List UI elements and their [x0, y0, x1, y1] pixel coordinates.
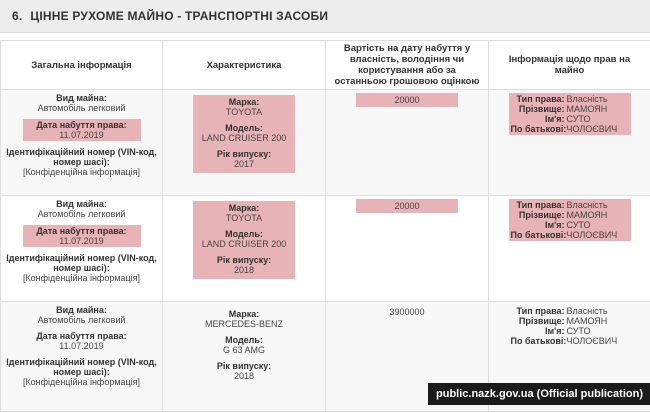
- characteristics-highlight: [193, 201, 295, 279]
- vin-label: Ідентифікаційний номер (VIN-код, номер шасі):: [5, 357, 158, 377]
- name-label: Ім'я:: [511, 326, 567, 336]
- date-label: Дата набуття права:: [5, 331, 158, 341]
- characteristics-cell: [163, 302, 326, 412]
- brand-value: TOYOTA: [193, 213, 295, 223]
- watermark-badge: public.nazk.gov.ua (Official publication): [428, 383, 650, 405]
- type-value: Автомобіль легковий: [5, 315, 158, 325]
- header-general-info: Загальна інформація: [1, 41, 163, 90]
- vehicles-table: [0, 40, 650, 412]
- header-rights-info: Інформація щодо прав на майно: [489, 41, 650, 90]
- patronymic-value: ЧОЛОЄВИЧ: [567, 124, 618, 134]
- name-value: СУТО: [567, 114, 591, 124]
- type-value: Автомобіль легковий: [5, 103, 158, 113]
- model-value: G 63 AMG: [193, 345, 295, 355]
- value-cell: [326, 196, 489, 302]
- value-amount: 3900000: [356, 305, 458, 319]
- section-number: 6.: [12, 9, 22, 23]
- rights-highlight: [509, 199, 631, 241]
- rights-cell: [489, 196, 650, 302]
- surname-label: Прізвище:: [511, 210, 567, 220]
- model-value: LAND CRUISER 200: [193, 239, 295, 249]
- characteristics-cell: [163, 196, 326, 302]
- type-value: Автомобіль легковий: [5, 209, 158, 219]
- patronymic-label: По батькові:: [511, 230, 567, 240]
- type-label: Вид майна:: [5, 93, 158, 103]
- right-type-value: Власність: [567, 306, 608, 316]
- general-info-cell: [1, 90, 163, 196]
- year-value: 2018: [193, 371, 295, 381]
- name-label: Ім'я:: [511, 114, 567, 124]
- brand-label: Марка:: [193, 203, 295, 213]
- general-info-cell: [1, 302, 163, 412]
- vin-label: Ідентифікаційний номер (VIN-код, номер шасі):: [5, 147, 158, 167]
- brand-value: TOYOTA: [193, 107, 295, 117]
- vin-value: [Конфіденційна інформація]: [5, 167, 158, 177]
- right-type-label: Тип права:: [511, 94, 567, 104]
- characteristics-cell: [163, 90, 326, 196]
- right-type-label: Тип права:: [511, 200, 567, 210]
- vin-label: Ідентифікаційний номер (VIN-код, номер шасі):: [5, 253, 158, 273]
- brand-label: Марка:: [193, 97, 295, 107]
- model-label: Модель:: [193, 335, 295, 345]
- year-value: 2018: [193, 265, 295, 275]
- rights-block: [509, 305, 631, 347]
- date-value: 11.07.2019: [23, 236, 141, 246]
- table-row: [1, 90, 650, 196]
- vin-value: [Конфіденційна інформація]: [5, 377, 158, 387]
- rights-cell: [489, 90, 650, 196]
- year-label: Рік випуску:: [193, 149, 295, 159]
- brand-value: MERCEDES-BENZ: [193, 319, 295, 329]
- name-value: СУТО: [567, 220, 591, 230]
- name-value: СУТО: [567, 326, 591, 336]
- section-title: ЦІННЕ РУХОМЕ МАЙНО - ТРАНСПОРТНІ ЗАСОБИ: [30, 9, 328, 23]
- model-label: Модель:: [193, 229, 295, 239]
- rights-highlight: [509, 93, 631, 135]
- patronymic-value: ЧОЛОЄВИЧ: [567, 336, 618, 346]
- table-header-row: [1, 41, 650, 90]
- type-label: Вид майна:: [5, 305, 158, 315]
- year-value: 2017: [193, 159, 295, 169]
- patronymic-label: По батькові:: [511, 124, 567, 134]
- table-row: [1, 196, 650, 302]
- right-type-value: Власність: [567, 94, 608, 104]
- year-label: Рік випуску:: [193, 255, 295, 265]
- date-label: Дата набуття права:: [23, 120, 141, 130]
- surname-value: МАМОЯН: [567, 316, 608, 326]
- vin-value: [Конфіденційна інформація]: [5, 273, 158, 283]
- type-label: Вид майна:: [5, 199, 158, 209]
- header-characteristics: Характеристика: [163, 41, 326, 90]
- year-label: Рік випуску:: [193, 361, 295, 371]
- brand-label: Марка:: [193, 309, 295, 319]
- patronymic-label: По батькові:: [511, 336, 567, 346]
- model-label: Модель:: [193, 123, 295, 133]
- surname-label: Прізвище:: [511, 104, 567, 114]
- general-info-cell: [1, 196, 163, 302]
- value-cell: [326, 90, 489, 196]
- model-value: LAND CRUISER 200: [193, 133, 295, 143]
- characteristics-block: [193, 307, 295, 385]
- surname-value: МАМОЯН: [567, 104, 608, 114]
- date-highlight: [23, 119, 141, 141]
- surname-value: МАМОЯН: [567, 210, 608, 220]
- header-value: Вартість на дату набуття у власність, володіння чи користування або за останньою грошовою оцінкою: [326, 41, 489, 90]
- name-label: Ім'я:: [511, 220, 567, 230]
- value-amount: 20000: [356, 93, 458, 107]
- right-type-label: Тип права:: [511, 306, 567, 316]
- surname-label: Прізвище:: [511, 316, 567, 326]
- date-highlight: [23, 225, 141, 247]
- date-value: 11.07.2019: [23, 130, 141, 140]
- right-type-value: Власність: [567, 200, 608, 210]
- value-amount: 20000: [356, 199, 458, 213]
- patronymic-value: ЧОЛОЄВИЧ: [567, 230, 618, 240]
- characteristics-highlight: [193, 95, 295, 173]
- date-value: 11.07.2019: [5, 341, 158, 351]
- date-label: Дата набуття права:: [23, 226, 141, 236]
- section-header: [0, 0, 650, 33]
